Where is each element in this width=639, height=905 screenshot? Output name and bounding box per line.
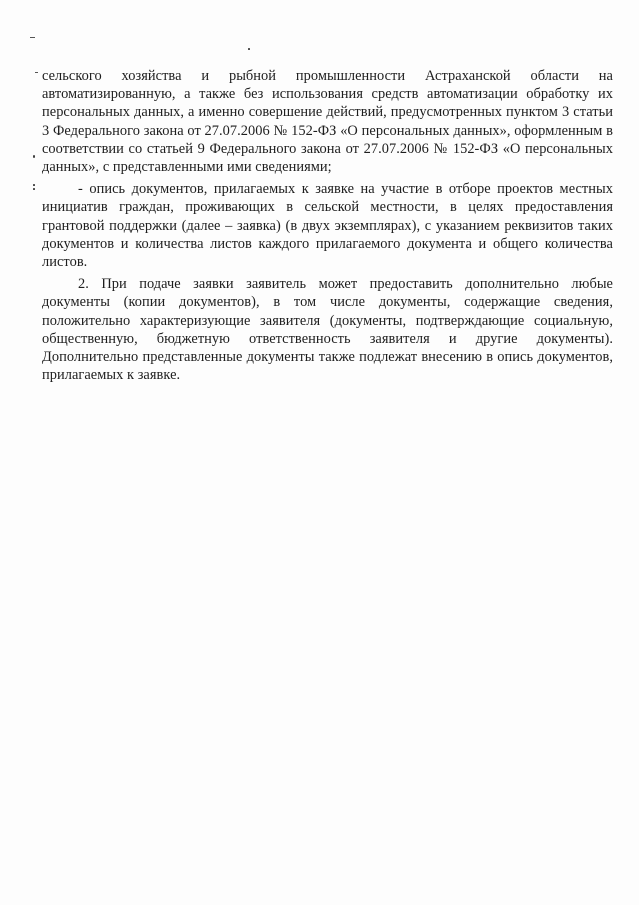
scan-speck bbox=[248, 48, 250, 50]
paragraph-additional-documents: 2. При подаче заявки заявитель может предоставить дополнительно любые документы (копии документов), в том числе документы, содержащие сведения, положительно характеризующие заявителя (документы, подтверждающие социальную, общественную, бюджетную ответственность заявителя и другие документы). Дополнительно представленные документы также подлежат внесению в опись документов, прилагаемых к заявке. bbox=[42, 276, 613, 384]
scan-speck bbox=[33, 184, 35, 186]
paragraph-documents-inventory: - опись документов, прилагаемых к заявке на участие в отборе проектов местных инициатив граждан, проживающих в сельской местности, в целях предоставления грантовой поддержки (далее – заявка) (в двух экземплярах), с указанием реквизитов таких документов и количества листов каждого прилагаемого документа и общего количества листов. bbox=[42, 181, 613, 271]
scan-mark bbox=[35, 72, 38, 73]
document-body bbox=[42, 67, 613, 384]
scan-speck bbox=[33, 188, 35, 190]
scan-mark bbox=[30, 37, 35, 38]
scan-speck bbox=[33, 155, 35, 158]
paragraph-consent-continuation: сельского хозяйства и рыбной промышленности Астраханской области на автоматизированную, а также без использования средств автоматизации обработку их персональных данных, а именно совершение действий, предусмотренных пунктом 3 статьи 3 Федерального закона от 27.07.2006 № 152-ФЗ «О персональных данных», оформленным в соответствии со статьей 9 Федерального закона от 27.07.2006 № 152-ФЗ «О персональных данных», с представленными ими сведениями; bbox=[42, 68, 613, 176]
